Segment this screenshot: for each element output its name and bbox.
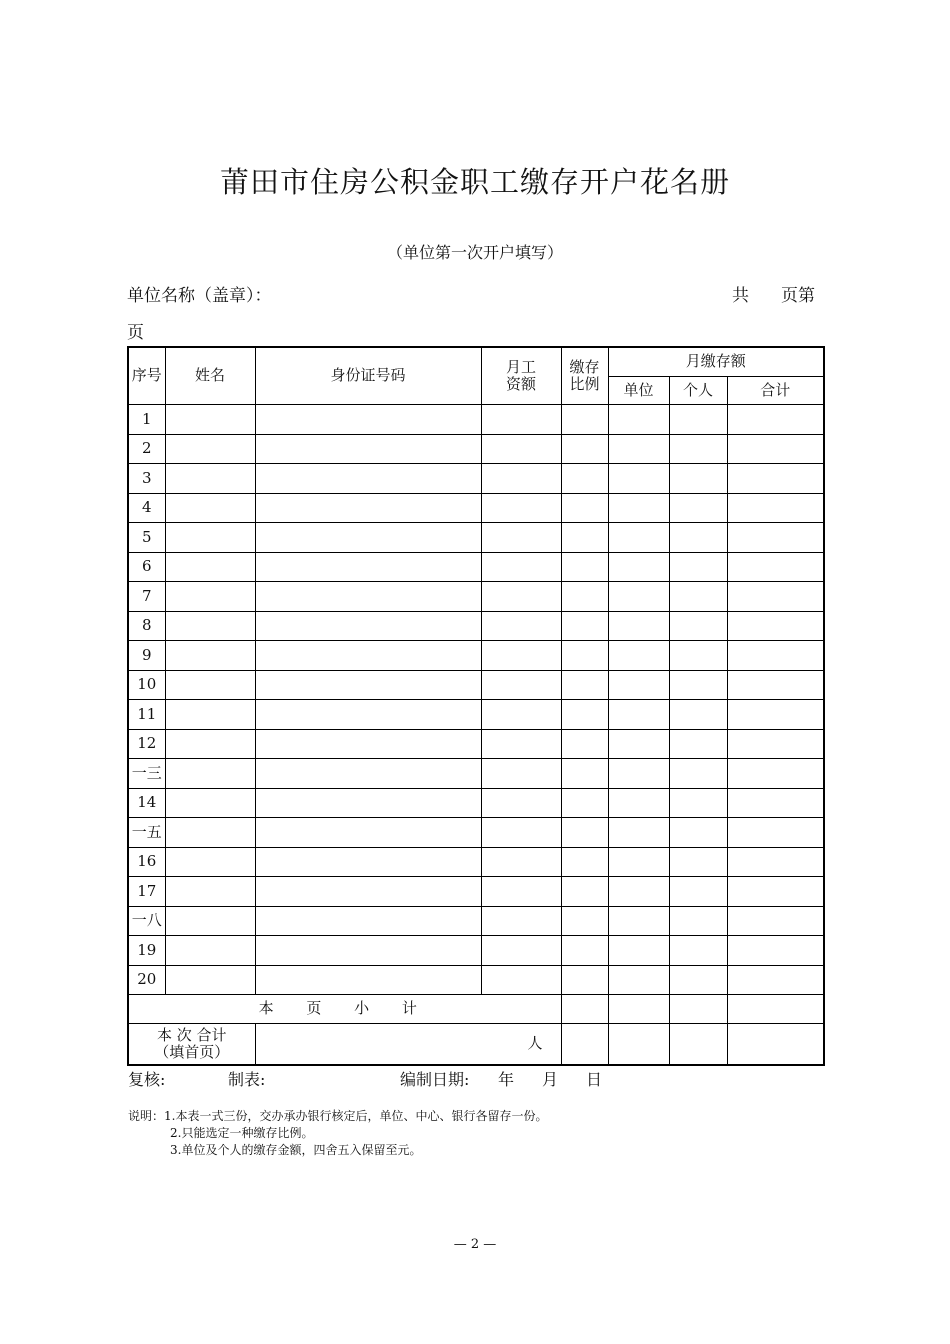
page-count-info (732, 281, 815, 306)
row-personal-cell[interactable] (669, 611, 727, 641)
row-seq: 14 (128, 788, 165, 818)
row-total-cell[interactable] (727, 434, 824, 464)
row-id-cell[interactable] (255, 405, 481, 435)
row-salary-cell[interactable] (481, 434, 561, 464)
row-personal-cell[interactable] (669, 965, 727, 995)
row-total-cell[interactable] (727, 965, 824, 995)
table-row (128, 729, 824, 759)
row-id-cell[interactable] (255, 788, 481, 818)
row-unit-cell[interactable] (608, 641, 669, 671)
row-personal-cell[interactable] (669, 552, 727, 582)
row-unit-cell[interactable] (608, 965, 669, 995)
row-seq: 12 (128, 729, 165, 759)
row-total-cell[interactable] (727, 552, 824, 582)
row-salary-cell[interactable] (481, 552, 561, 582)
row-total-cell[interactable] (727, 523, 824, 553)
row-id-cell[interactable] (255, 729, 481, 759)
row-ratio-cell[interactable] (561, 788, 608, 818)
row-name-cell[interactable] (165, 759, 255, 789)
row-name-cell[interactable] (165, 552, 255, 582)
row-salary-cell[interactable] (481, 729, 561, 759)
row-unit-cell[interactable] (608, 464, 669, 494)
row-name-cell[interactable] (165, 788, 255, 818)
row-unit-cell[interactable] (608, 729, 669, 759)
row-ratio-cell[interactable] (561, 670, 608, 700)
grand-total-label-line2: （填首页） (154, 1043, 230, 1061)
table-row (128, 906, 824, 936)
row-ratio-cell[interactable] (561, 906, 608, 936)
header-seq: 序号 (128, 347, 165, 405)
row-total-cell[interactable] (727, 818, 824, 848)
subtotal-label: 本 页 小 计 (128, 995, 561, 1024)
row-seq: 19 (128, 936, 165, 966)
header-salary (481, 347, 561, 405)
row-id-cell[interactable] (255, 759, 481, 789)
row-personal-cell[interactable] (669, 641, 727, 671)
row-salary-cell[interactable] (481, 818, 561, 848)
table-row (128, 818, 824, 848)
row-id-cell[interactable] (255, 434, 481, 464)
row-ratio-cell[interactable] (561, 611, 608, 641)
row-unit-cell[interactable] (608, 936, 669, 966)
row-unit-cell[interactable] (608, 523, 669, 553)
grand-total-ratio-cell[interactable] (561, 1024, 608, 1066)
header-id-number: 身份证号码 (255, 347, 481, 405)
roster-table (127, 346, 825, 1066)
table-row (128, 611, 824, 641)
signature-line (128, 1067, 828, 1089)
grand-total-label-line1: 本 次 合计 (156, 1025, 227, 1044)
row-salary-cell[interactable] (481, 759, 561, 789)
row-salary-cell[interactable] (481, 464, 561, 494)
row-id-cell[interactable] (255, 641, 481, 671)
page-number: — 2 — (453, 1237, 497, 1252)
table-row (128, 759, 824, 789)
row-id-cell[interactable] (255, 877, 481, 907)
row-salary-cell[interactable] (481, 523, 561, 553)
row-total-cell[interactable] (727, 405, 824, 435)
header-unit: 单位 (608, 377, 669, 405)
row-seq: 11 (128, 700, 165, 730)
document-title: 莆田市住房公积金职工缴存开户花名册 (219, 165, 730, 199)
subtotal-personal-cell[interactable] (669, 995, 727, 1024)
row-salary-cell[interactable] (481, 847, 561, 877)
row-seq: 一三 (128, 759, 165, 789)
row-seq: 7 (128, 582, 165, 612)
row-unit-cell[interactable] (608, 493, 669, 523)
row-ratio-cell[interactable] (561, 818, 608, 848)
header-ratio-line2: 比例 (569, 375, 600, 393)
row-ratio-cell[interactable] (561, 936, 608, 966)
table-row (128, 523, 824, 553)
row-unit-cell[interactable] (608, 582, 669, 612)
row-seq: 6 (128, 552, 165, 582)
row-seq: 17 (128, 877, 165, 907)
row-personal-cell[interactable] (669, 788, 727, 818)
row-total-cell[interactable] (727, 670, 824, 700)
row-id-cell[interactable] (255, 936, 481, 966)
grand-total-row (128, 1024, 824, 1066)
row-total-cell[interactable] (727, 700, 824, 730)
row-personal-cell[interactable] (669, 818, 727, 848)
row-unit-cell[interactable] (608, 788, 669, 818)
page-suffix: 页 (127, 323, 144, 343)
table-row (128, 877, 824, 907)
header-total: 合计 (727, 377, 824, 405)
row-salary-cell[interactable] (481, 700, 561, 730)
table-row (128, 493, 824, 523)
row-total-cell[interactable] (727, 611, 824, 641)
row-salary-cell[interactable] (481, 582, 561, 612)
row-id-cell[interactable] (255, 906, 481, 936)
row-salary-cell[interactable] (481, 670, 561, 700)
row-id-cell[interactable] (255, 493, 481, 523)
row-name-cell[interactable] (165, 906, 255, 936)
row-salary-cell[interactable] (481, 405, 561, 435)
row-personal-cell[interactable] (669, 700, 727, 730)
table-row (128, 700, 824, 730)
subtotal-ratio-cell[interactable] (561, 995, 608, 1024)
table-row (128, 464, 824, 494)
grand-total-label (128, 1024, 255, 1066)
row-total-cell[interactable] (727, 582, 824, 612)
row-id-cell[interactable] (255, 523, 481, 553)
row-name-cell[interactable] (165, 434, 255, 464)
row-salary-cell[interactable] (481, 906, 561, 936)
row-ratio-cell[interactable] (561, 877, 608, 907)
row-id-cell[interactable] (255, 847, 481, 877)
row-name-cell[interactable] (165, 523, 255, 553)
row-total-cell[interactable] (727, 729, 824, 759)
row-name-cell[interactable] (165, 936, 255, 966)
row-seq: 一五 (128, 818, 165, 848)
note-line-1: 说明：1.本表一式三份，交办承办银行核定后，单位、中心、银行各留存一份。 (128, 1109, 548, 1123)
row-seq: 一八 (128, 906, 165, 936)
row-id-cell[interactable] (255, 582, 481, 612)
table-row (128, 936, 824, 966)
row-salary-cell[interactable] (481, 611, 561, 641)
date-label: 编制日期: (400, 1070, 470, 1089)
row-salary-cell[interactable] (481, 493, 561, 523)
row-personal-cell[interactable] (669, 847, 727, 877)
row-seq: 8 (128, 611, 165, 641)
row-salary-cell[interactable] (481, 936, 561, 966)
row-unit-cell[interactable] (608, 818, 669, 848)
row-id-cell[interactable] (255, 611, 481, 641)
row-ratio-cell[interactable] (561, 552, 608, 582)
row-name-cell[interactable] (165, 611, 255, 641)
row-ratio-cell[interactable] (561, 434, 608, 464)
month-label: 月 (542, 1070, 559, 1089)
row-salary-cell[interactable] (481, 641, 561, 671)
row-seq: 10 (128, 670, 165, 700)
row-seq: 20 (128, 965, 165, 995)
row-ratio-cell[interactable] (561, 641, 608, 671)
row-seq: 16 (128, 847, 165, 877)
prepared-label: 制表: (228, 1070, 266, 1089)
row-id-cell[interactable] (255, 965, 481, 995)
row-name-cell[interactable] (165, 877, 255, 907)
header-ratio (561, 347, 608, 405)
row-ratio-cell[interactable] (561, 759, 608, 789)
table-row (128, 641, 824, 671)
row-ratio-cell[interactable] (561, 847, 608, 877)
table-row (128, 582, 824, 612)
row-personal-cell[interactable] (669, 906, 727, 936)
row-personal-cell[interactable] (669, 670, 727, 700)
row-personal-cell[interactable] (669, 936, 727, 966)
note-line-3: 3.单位及个人的缴存金额，四舍五入保留至元。 (170, 1143, 422, 1157)
row-ratio-cell[interactable] (561, 523, 608, 553)
row-ratio-cell[interactable] (561, 405, 608, 435)
row-ratio-cell[interactable] (561, 493, 608, 523)
row-name-cell[interactable] (165, 641, 255, 671)
header-salary-line2: 资额 (505, 375, 536, 393)
row-name-cell[interactable] (165, 847, 255, 877)
row-id-cell[interactable] (255, 700, 481, 730)
row-id-cell[interactable] (255, 670, 481, 700)
note-line-2: 2.只能选定一种缴存比例。 (170, 1126, 314, 1140)
document-subtitle: （单位第一次开户填写） (386, 243, 563, 262)
table-row (128, 670, 824, 700)
row-total-cell[interactable] (727, 936, 824, 966)
row-unit-cell[interactable] (608, 611, 669, 641)
subtotal-row (128, 995, 824, 1024)
page-current-prefix: 页第 (781, 286, 815, 306)
header-salary-line1: 月工 (505, 357, 536, 376)
row-name-cell[interactable] (165, 582, 255, 612)
row-salary-cell[interactable] (481, 877, 561, 907)
grand-total-sum-cell[interactable] (727, 1024, 824, 1066)
row-name-cell[interactable] (165, 818, 255, 848)
row-name-cell[interactable] (165, 493, 255, 523)
row-id-cell[interactable] (255, 818, 481, 848)
table-row (128, 965, 824, 995)
table-row (128, 847, 824, 877)
subtotal-total-cell[interactable] (727, 995, 824, 1024)
row-unit-cell[interactable] (608, 906, 669, 936)
row-ratio-cell[interactable] (561, 582, 608, 612)
row-unit-cell[interactable] (608, 405, 669, 435)
grand-total-unit-cell[interactable] (608, 1024, 669, 1066)
row-personal-cell[interactable] (669, 582, 727, 612)
subtotal-unit-cell[interactable] (608, 995, 669, 1024)
row-name-cell[interactable] (165, 670, 255, 700)
year-label: 年 (498, 1070, 515, 1089)
table-row (128, 788, 824, 818)
row-total-cell[interactable] (727, 759, 824, 789)
grand-total-people[interactable]: 人 (255, 1024, 561, 1066)
day-label: 日 (586, 1070, 603, 1089)
row-total-cell[interactable] (727, 847, 824, 877)
row-total-cell[interactable] (727, 877, 824, 907)
row-seq: 4 (128, 493, 165, 523)
header-name: 姓名 (165, 347, 255, 405)
row-seq: 3 (128, 464, 165, 494)
table-row (128, 434, 824, 464)
row-total-cell[interactable] (727, 493, 824, 523)
header-ratio-line1: 缴存 (569, 357, 600, 376)
row-seq: 5 (128, 523, 165, 553)
row-total-cell[interactable] (727, 641, 824, 671)
row-name-cell[interactable] (165, 464, 255, 494)
unit-name-label: 单位名称（盖章）： (127, 286, 272, 306)
row-seq: 2 (128, 434, 165, 464)
row-id-cell[interactable] (255, 464, 481, 494)
row-personal-cell[interactable] (669, 729, 727, 759)
row-name-cell[interactable] (165, 405, 255, 435)
notes (128, 1108, 547, 1159)
row-total-cell[interactable] (727, 906, 824, 936)
row-unit-cell[interactable] (608, 434, 669, 464)
review-label: 复核: (128, 1070, 166, 1089)
row-salary-cell[interactable] (481, 965, 561, 995)
table-row (128, 552, 824, 582)
row-name-cell[interactable] (165, 700, 255, 730)
row-unit-cell[interactable] (608, 700, 669, 730)
row-personal-cell[interactable] (669, 434, 727, 464)
row-unit-cell[interactable] (608, 670, 669, 700)
row-salary-cell[interactable] (481, 788, 561, 818)
row-seq: 9 (128, 641, 165, 671)
row-personal-cell[interactable] (669, 877, 727, 907)
row-unit-cell[interactable] (608, 847, 669, 877)
row-personal-cell[interactable] (669, 759, 727, 789)
row-name-cell[interactable] (165, 965, 255, 995)
grand-total-personal-cell[interactable] (669, 1024, 727, 1066)
row-seq: 1 (128, 405, 165, 435)
table-row (128, 405, 824, 435)
row-personal-cell[interactable] (669, 493, 727, 523)
row-personal-cell[interactable] (669, 405, 727, 435)
row-personal-cell[interactable] (669, 464, 727, 494)
row-personal-cell[interactable] (669, 523, 727, 553)
row-name-cell[interactable] (165, 729, 255, 759)
row-id-cell[interactable] (255, 552, 481, 582)
row-ratio-cell[interactable] (561, 729, 608, 759)
row-unit-cell[interactable] (608, 552, 669, 582)
row-unit-cell[interactable] (608, 877, 669, 907)
row-ratio-cell[interactable] (561, 464, 608, 494)
header-monthly-deposit: 月缴存额 (608, 347, 824, 377)
row-total-cell[interactable] (727, 464, 824, 494)
row-ratio-cell[interactable] (561, 965, 608, 995)
row-ratio-cell[interactable] (561, 700, 608, 730)
row-total-cell[interactable] (727, 788, 824, 818)
page-total-prefix: 共 (732, 286, 749, 306)
row-unit-cell[interactable] (608, 759, 669, 789)
header-personal: 个人 (669, 377, 727, 405)
